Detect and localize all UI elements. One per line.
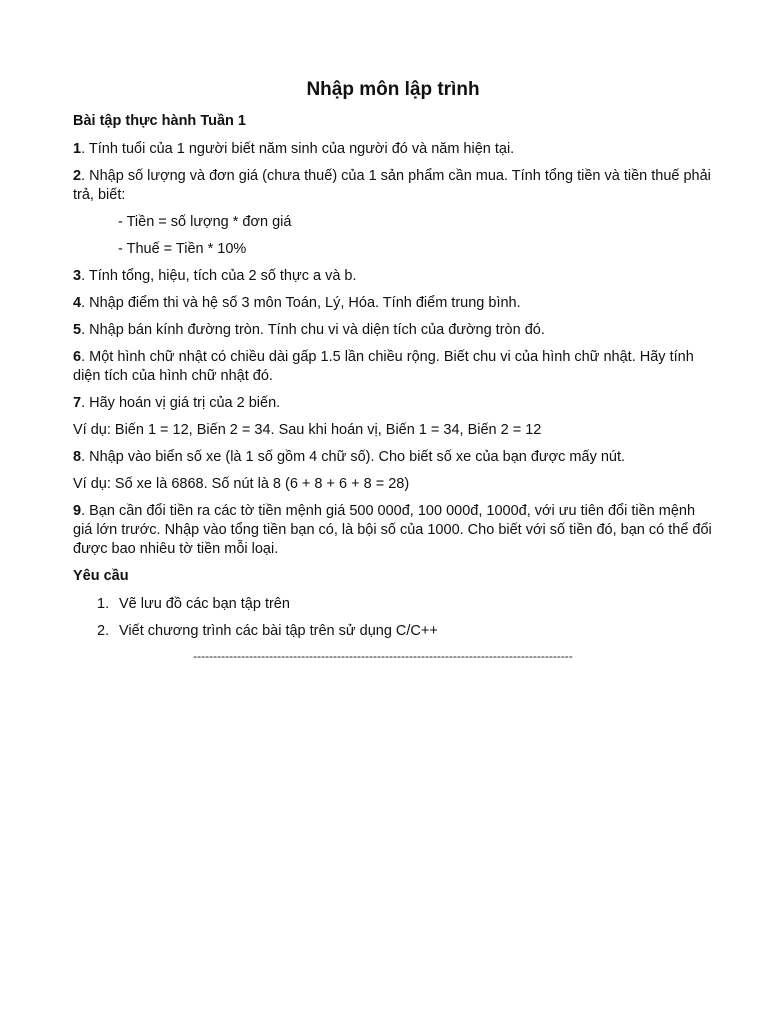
exercise-number: 4 [73,295,82,311]
exercise-text: . Nhập số lượng và đơn giá (chưa thuế) của 1 sản phẩm cần mua. Tính tổng tiền và tiền thuế phải trả, biết: [73,168,711,203]
exercise-number: 8 [73,449,82,465]
exercise-6 [73,348,713,386]
requirement-item [73,595,713,614]
requirements-heading: Yêu cầu [73,568,129,584]
exercise-number: 7 [73,395,82,411]
example-8: Ví dụ: Số xe là 6868. Số nút là 8 (6 + 8 + 6 + 8 = 28) [73,476,410,492]
document-content [73,78,713,666]
exercise-number: 5 [73,322,82,338]
exercise-text: . Nhập vào biển số xe (là 1 số gồm 4 chữ số). Cho biết số xe của bạn được mấy nút. [81,449,626,465]
exercise-8 [73,448,713,467]
formula-tien: - Tiền = số lượng * đơn giá [118,214,292,230]
document-title: Nhập môn lập trình [306,79,480,100]
requirements-list [73,595,713,641]
exercise-text: . Bạn cần đổi tiền ra các tờ tiền mệnh giá 500 000đ, 100 000đ, 1000đ, với ưu tiên đổi tiền mệnh giá lớn trước. Nhập vào tổng tiền bạn có, là bội số của 1000. Cho biết với số tiền đó, bạn có thể đổi được bao nhiêu tờ tiền mỗi loại. [73,503,712,557]
exercise-text: . Hãy hoán vị giá trị của 2 biến. [81,395,281,411]
exercise-number: 9 [73,503,82,519]
divider-line: ----------------------------------------------------------------------------------------------- [193,649,573,663]
exercise-text: . Tính tuổi của 1 người biết năm sinh của người đó và năm hiện tại. [81,141,515,157]
exercise-1 [73,140,713,159]
exercise-9 [73,502,713,559]
exercise-text: . Một hình chữ nhật có chiều dài gấp 1.5 lần chiều rộng. Biết chu vi của hình chữ nhật. Hãy tính diện tích của hình chữ nhật đó. [73,349,694,384]
exercise-number: 2 [73,168,82,184]
exercise-4 [73,294,713,313]
list-marker: 1. [97,596,110,612]
requirement-text: Viết chương trình các bài tập trên sử dụng C/C++ [119,623,438,639]
exercise-2 [73,167,713,205]
exercise-text: . Nhập bán kính đường tròn. Tính chu vi và diện tích của đường tròn đó. [81,322,545,338]
exercise-number: 3 [73,268,82,284]
exercise-number: 6 [73,349,82,365]
requirement-text: Vẽ lưu đồ các bạn tập trên [119,596,290,612]
exercise-text: . Nhập điểm thi và hệ số 3 môn Toán, Lý, Hóa. Tính điểm trung bình. [81,295,521,311]
list-marker: 2. [97,623,110,639]
exercise-3 [73,267,713,286]
exercise-7 [73,394,713,413]
example-7: Ví dụ: Biến 1 = 12, Biến 2 = 34. Sau khi hoán vị, Biến 1 = 34, Biến 2 = 12 [73,422,542,438]
formula-thue: - Thuế = Tiền * 10% [118,241,247,257]
exercise-number: 1 [73,141,82,157]
exercise-5 [73,321,713,340]
requirement-item [73,622,713,641]
section-heading: Bài tập thực hành Tuần 1 [73,113,246,129]
exercise-text: . Tính tổng, hiệu, tích của 2 số thực a và b. [81,268,357,284]
